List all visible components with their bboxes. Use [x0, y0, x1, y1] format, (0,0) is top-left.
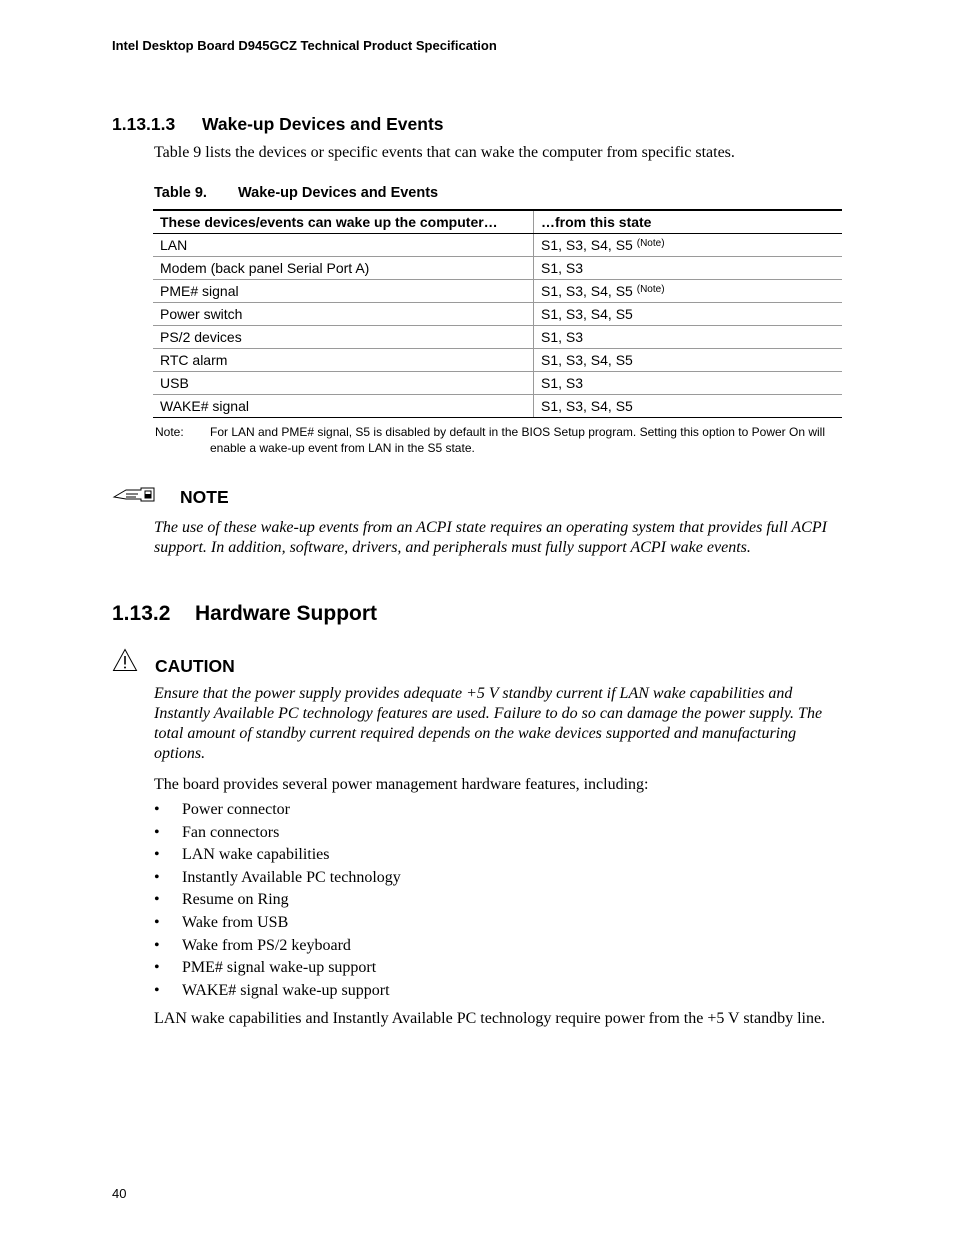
caution-text: Ensure that the power supply provides adequate +5 V standby current if LAN wake capabilities and Instantly Available PC technology features are used. Failure to do so can damage the power supply. The total amount of standby current required depends on the wake devices supported and manufacturing options. [154, 685, 823, 762]
section-number: 1.13.2 [112, 602, 171, 625]
table-cell-state [534, 395, 843, 418]
table-cell-device: Power switch [153, 303, 534, 326]
section-heading-1-13-1-3 [112, 114, 444, 135]
running-header: Intel Desktop Board D945GCZ Technical Product Specification [112, 38, 497, 53]
state-value: S1, S3, S4, S5 [541, 306, 633, 322]
table-cell-state [534, 280, 843, 303]
bullet: • [154, 959, 160, 977]
table-row [153, 349, 842, 372]
list-item-text: LAN wake capabilities [182, 846, 330, 864]
bullet: • [154, 846, 160, 864]
note-hand-icon [112, 484, 156, 511]
table-row [153, 326, 842, 349]
list-item-text: Wake from PS/2 keyboard [182, 936, 351, 954]
note-reference: (Note) [636, 284, 665, 295]
bullet: • [154, 868, 160, 886]
table-cell-state [534, 326, 843, 349]
table-cell-device: RTC alarm [153, 349, 534, 372]
table-row [153, 372, 842, 395]
table-cell-state [534, 349, 843, 372]
table-cell-state [534, 372, 843, 395]
table-row [153, 280, 842, 303]
note-reference: (Note) [636, 238, 665, 249]
table-caption [154, 185, 438, 201]
section-number: 1.13.1.3 [112, 114, 176, 134]
table-cell-state [534, 234, 843, 257]
state-value: S1, S3, S4, S5 [541, 237, 633, 253]
table-row [153, 303, 842, 326]
table-cell-device: USB [153, 372, 534, 395]
page-number: 40 [112, 1186, 127, 1201]
column-header-state: …from this state [534, 210, 843, 234]
table-title: Wake-up Devices and Events [238, 185, 439, 201]
table-row [153, 257, 842, 280]
list-item [154, 844, 401, 867]
list-item [154, 957, 401, 980]
caution-triangle-icon [112, 648, 138, 677]
note-title: NOTE [180, 487, 229, 507]
list-item-text: WAKE# signal wake-up support [182, 981, 390, 999]
list-item [154, 867, 401, 890]
table-footnote-text: For LAN and PME# signal, S5 is disabled by default in the BIOS Setup program. Setting this option to Power On will enable a wake-up event from LAN in the S5 state. [210, 425, 825, 455]
list-item [154, 980, 401, 1003]
list-item [154, 799, 401, 822]
section-title: Wake-up Devices and Events [202, 114, 444, 134]
list-item [154, 912, 401, 935]
list-item-text: PME# signal wake-up support [182, 959, 377, 977]
section-heading-1-13-2 [112, 602, 377, 626]
table-cell-state [534, 257, 843, 280]
state-value: S1, S3 [541, 329, 584, 345]
list-item-text: Power connector [182, 801, 290, 818]
state-value: S1, S3 [541, 375, 584, 391]
table-cell-state [534, 303, 843, 326]
state-value: S1, S3 [541, 260, 584, 276]
table-header-row [153, 210, 842, 234]
table-label: Table 9. [154, 185, 207, 201]
bullet: • [154, 981, 160, 999]
list-item-text: Instantly Available PC technology [182, 868, 401, 886]
bullet: • [154, 913, 160, 931]
table-cell-device: WAKE# signal [153, 395, 534, 418]
section-intro-paragraph: Table 9 lists the devices or specific events that can wake the computer from specific states. [154, 144, 735, 161]
caution-title: CAUTION [155, 656, 235, 676]
bullet: • [154, 891, 160, 909]
list-item [154, 935, 401, 958]
features-list [154, 799, 401, 1002]
bullet: • [154, 823, 160, 841]
closing-paragraph: LAN wake capabilities and Instantly Available PC technology require power from the +5 V standby line. [154, 1010, 826, 1027]
state-value: S1, S3, S4, S5 [541, 352, 633, 368]
list-item [154, 822, 401, 845]
list-item [154, 889, 401, 912]
state-value: S1, S3, S4, S5 [541, 283, 633, 299]
table-cell-device: LAN [153, 234, 534, 257]
list-item-text: Wake from USB [182, 913, 289, 931]
note-text: The use of these wake-up events from an ACPI state requires an operating system that provides full ACPI support. In addition, software, drivers, and peripherals must fully support ACPI wake events. [154, 519, 827, 556]
section-title: Hardware Support [195, 602, 378, 625]
table-footnote-label: Note: [155, 425, 184, 439]
hardware-intro-paragraph: The board provides several power management hardware features, including: [154, 776, 649, 793]
table-cell-device: PME# signal [153, 280, 534, 303]
bullet: • [154, 801, 160, 818]
table-row [153, 234, 842, 257]
table-cell-device: Modem (back panel Serial Port A) [153, 257, 534, 280]
list-item-text: Fan connectors [182, 823, 280, 841]
bullet: • [154, 936, 160, 954]
state-value: S1, S3, S4, S5 [541, 398, 633, 414]
wake-up-devices-table [153, 209, 842, 418]
table-row [153, 395, 842, 418]
list-item-text: Resume on Ring [182, 891, 289, 909]
table-cell-device: PS/2 devices [153, 326, 534, 349]
column-header-devices: These devices/events can wake up the computer… [153, 210, 534, 234]
